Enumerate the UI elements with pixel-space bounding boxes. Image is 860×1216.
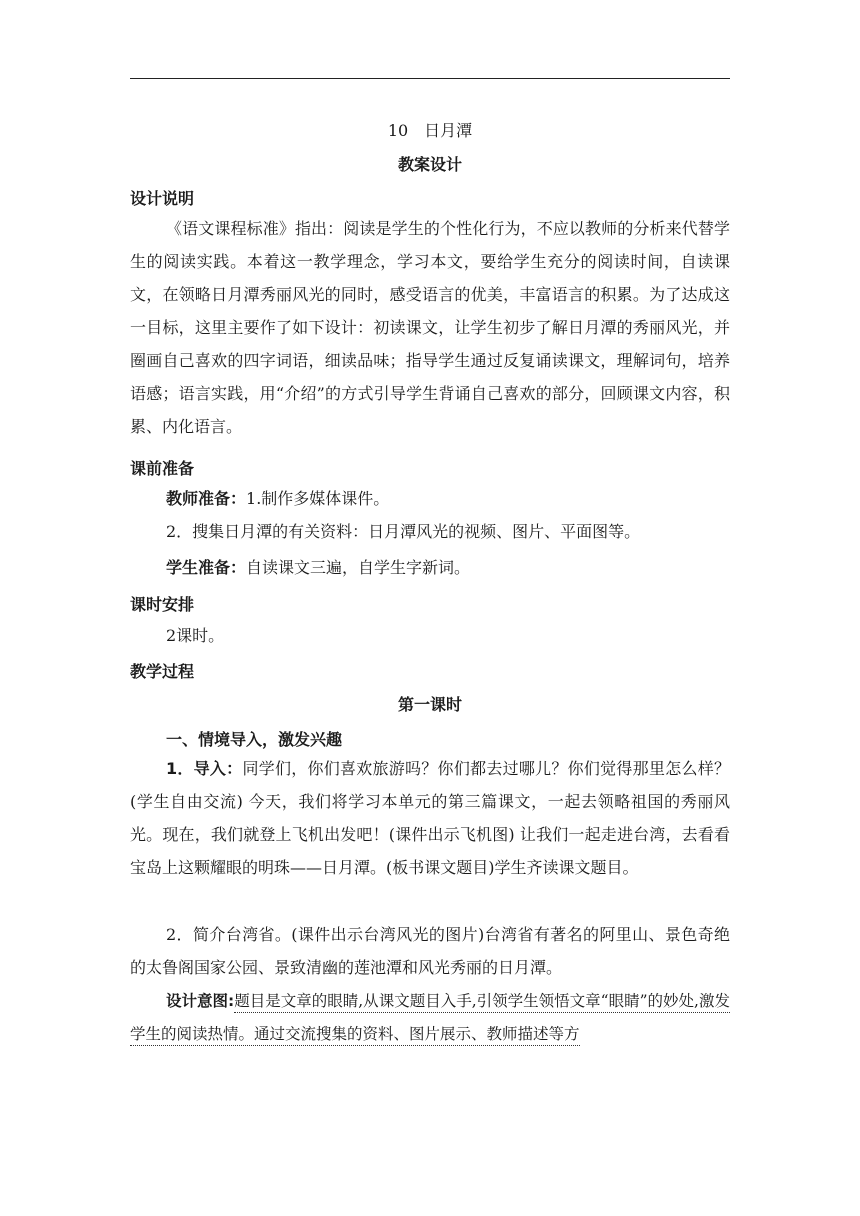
design-intent-label: 设计意图:	[166, 992, 235, 1010]
teacher-prep-line	[130, 482, 766, 515]
taiwan-paragraph: 2．简介台湾省。(课件出示台湾风光的图片)台湾省有著名的阿里山、景色奇绝的太鲁阁国家公园、景致清幽的莲池潭和风光秀丽的日月潭。	[130, 925, 730, 977]
design-note-body: 《语文课程标准》指出：阅读是学生的个性化行为，不应以教师的分析来代替学生的阅读实践。本着这一教学理念，学习本文，要给学生充分的阅读时间，自读课文，在领略日月潭秀丽风光的同时，感受语言的优美，丰富语言的积累。为了达成这一目标，这里主要作了如下设计：初读课文，让学生初步了解日月潭的秀丽风光，并圈画自己喜欢的四字词语，细读品味；指导学生通过反复诵读课文，理解词句，培养语感；语言实践，用“介绍”的方式引导学生背诵自己喜欢的部分，回顾课文内容，积累、内化语言。	[130, 219, 730, 436]
lesson-title: 10 日月潭	[387, 121, 473, 140]
student-prep-label: 学生准备：	[166, 558, 247, 577]
intro-text: 同学们，你们喜欢旅游吗？你们都去过哪儿？你们觉得那里怎么样？(学生自由交流) 今天，我们将学习本单元的第三篇课文，一起去领略祖国的秀丽风光。现在，我们就登上飞机出发吧！(课件出示飞机图) 让我们一起走进台湾，去看看宝岛上这颗耀眼的明珠——日月潭。(板书课文题目)学生齐读课文题目。	[130, 759, 730, 877]
student-prep-text: 自读课文三遍，自学生字新词。	[246, 558, 471, 577]
teacher-prep-item1: 1.制作多媒体课件。	[246, 489, 390, 508]
prep-heading: 课前准备	[130, 459, 195, 478]
section-one-title: 一、情境导入，激发兴趣	[166, 730, 343, 749]
design-intent-paragraph	[130, 985, 730, 1051]
teacher-prep-item2: 2．搜集日月潭的有关资料：日月潭风光的视频、图片、平面图等。	[166, 522, 641, 541]
header-rule	[130, 78, 730, 79]
teacher-prep-label: 教师准备：	[166, 489, 247, 508]
schedule-heading: 课时安排	[130, 595, 195, 614]
student-prep-line	[130, 551, 766, 584]
process-heading: 教学过程	[130, 662, 195, 681]
intro-paragraph	[130, 752, 730, 884]
lesson-one-title: 第一课时	[397, 695, 462, 714]
intro-label: 1．导入：	[166, 759, 243, 778]
design-note-heading: 设计说明	[130, 189, 195, 208]
lesson-subtitle: 教案设计	[397, 155, 462, 174]
schedule-text: 2课时。	[166, 626, 225, 645]
design-intent-text: 题目是文章的眼睛,从课文题目入手,引领学生领悟文章“眼睛”的妙处,激发学生的阅读热情。通过交流搜集的资料、图片展示、教师描述等方	[130, 992, 730, 1046]
